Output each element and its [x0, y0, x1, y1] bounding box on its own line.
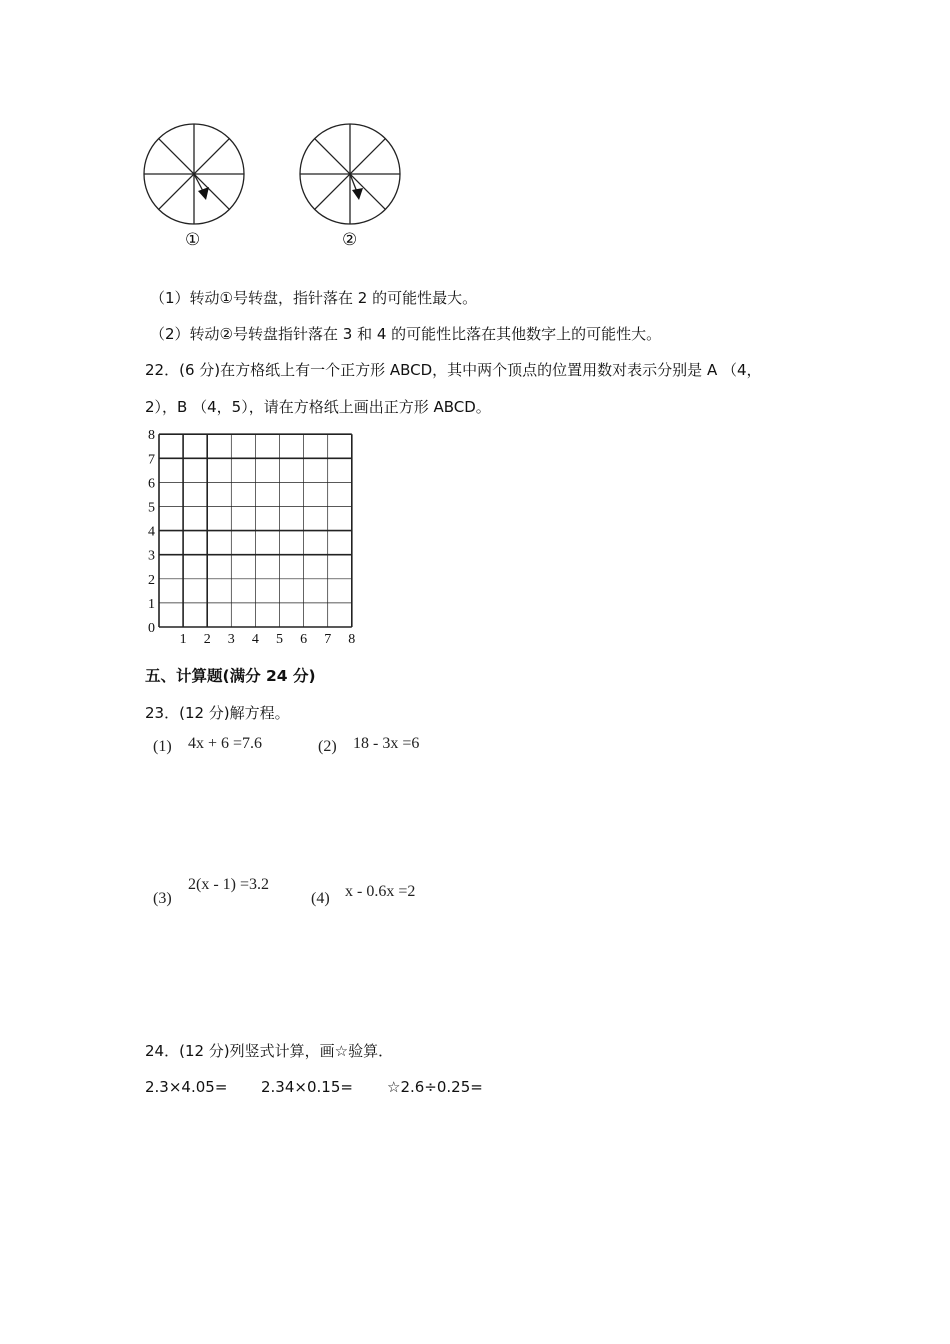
- coordinate-grid[interactable]: [0, 0, 950, 660]
- q23-p4-label: (4): [311, 890, 330, 907]
- grid-y-label: 4: [148, 524, 155, 540]
- grid-x-label: 2: [203, 632, 211, 647]
- grid-x-label: 3: [227, 632, 235, 647]
- grid-x-label: 8: [348, 632, 356, 647]
- q22-text-line-1: 22．(6 分)在方格纸上有一个正方形 ABCD，其中两个顶点的位置用数对表示分别是 A （4，: [145, 361, 762, 379]
- q24-expression-2: 2.34×0.15=: [261, 1078, 353, 1096]
- q24-expression-1: 2.3×4.05=: [145, 1078, 228, 1096]
- q23-p1-equation: 4x + 6 =7.6: [188, 735, 263, 752]
- spinner-2-label: ②: [342, 230, 358, 250]
- grid-x-label: 1: [179, 632, 187, 647]
- q23-title: 23．(12 分)解方程。: [145, 704, 290, 722]
- q23-p4-equation: x - 0.6x =2: [345, 883, 416, 900]
- spinner-1-label: ①: [185, 230, 201, 250]
- q24-expression-3: ☆2.6÷0.25=: [387, 1078, 483, 1096]
- q22-text-line-2: 2），B （4，5），请在方格纸上画出正方形 ABCD。: [145, 398, 491, 416]
- grid-x-label: 4: [251, 632, 259, 647]
- grid-x-label: 7: [324, 632, 332, 647]
- grid-x-label: 6: [300, 632, 308, 647]
- q23-p2-equation: 18 - 3x =6: [353, 735, 420, 752]
- grid-y-label: 2: [148, 572, 155, 588]
- q21-item-2: （2）转动②号转盘指针落在 3 和 4 的可能性比落在其他数字上的可能性大。: [150, 325, 662, 343]
- grid-y-label: 7: [148, 452, 155, 468]
- section-5-title: 五、计算题(满分 24 分): [145, 667, 316, 685]
- grid-y-label: 1: [148, 596, 155, 612]
- grid-y-label: 3: [148, 548, 155, 564]
- grid-x-label: 5: [276, 632, 283, 647]
- q23-p1-label: (1): [153, 738, 172, 755]
- grid-y-label: 8: [148, 428, 155, 444]
- q23-p2-label: (2): [318, 738, 337, 755]
- grid-y-label: 6: [148, 476, 155, 492]
- grid-y-label: 0: [148, 621, 155, 636]
- q21-item-1: （1）转动①号转盘，指针落在 2 的可能性最大。: [150, 289, 478, 307]
- grid-y-label: 5: [148, 500, 155, 516]
- q24-title: 24．(12 分)列竖式计算，画☆验算．: [145, 1042, 394, 1060]
- q23-p3-label: (3): [153, 890, 172, 907]
- q23-p3-equation: 2(x - 1) =3.2: [188, 876, 270, 893]
